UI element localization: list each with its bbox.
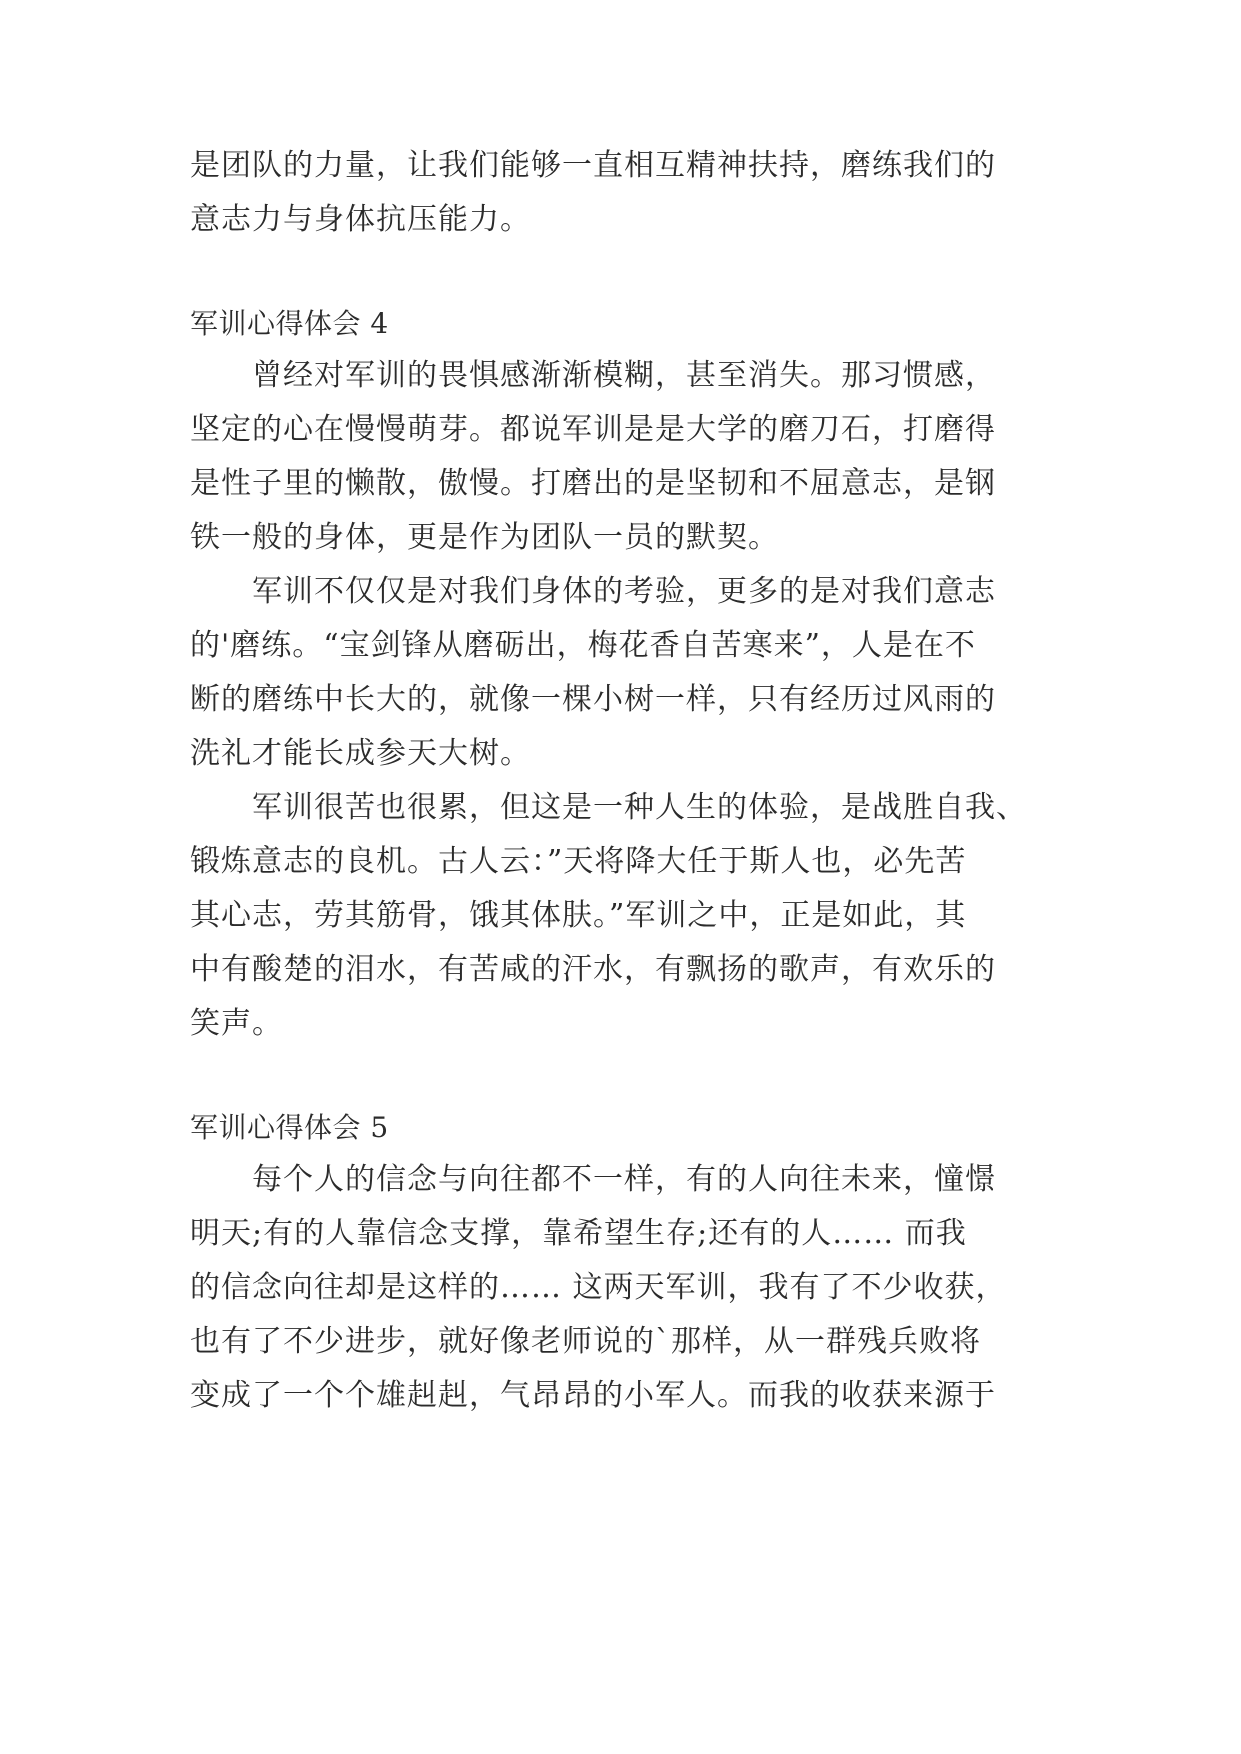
section-4-p3-line-3: 其心志，劳其筋骨，饿其体肤。”军训之中，正是如此，其 xyxy=(190,898,967,933)
section-5-p1-line-1: 每个人的信念与向往都不一样，有的人向往未来，憧憬 xyxy=(190,1162,996,1197)
section-4-p3-line-1: 军训很苦也很累，但这是一种人生的体验，是战胜自我、 xyxy=(190,790,1027,825)
section-5-p1-line-2: 明天;有的人靠信念支撑，靠希望生存;还有的人…… 而我 xyxy=(190,1216,967,1251)
section-4-p3-line-4: 中有酸楚的泪水，有苦咸的汗水，有飘扬的歌声，有欢乐的 xyxy=(190,952,996,987)
section-4-heading: 军训心得体会 4 xyxy=(190,307,389,340)
section-4-p1-line-1: 曾经对军训的畏惧感渐渐模糊，甚至消失。那习惯感， xyxy=(190,358,996,393)
section-4-p2-line-2: 的'磨练。“宝剑锋从磨砺出，梅花香自苦寒来”，人是在不 xyxy=(190,628,976,663)
section-4-p2-line-4: 洗礼才能长成参天大树。 xyxy=(190,736,531,771)
section-4-p2-line-1: 军训不仅仅是对我们身体的考验，更多的是对我们意志 xyxy=(190,574,996,609)
intro-line-2: 意志力与身体抗压能力。 xyxy=(190,202,531,237)
section-5-p1-line-4: 也有了不少进步，就好像老师说的`那样，从一群残兵败将 xyxy=(190,1324,981,1359)
section-4-p1-line-3: 是性子里的懒散，傲慢。打磨出的是坚韧和不屈意志，是钢 xyxy=(190,466,996,501)
section-4-p3-line-5: 笑声。 xyxy=(190,1006,283,1041)
section-5-heading: 军训心得体会 5 xyxy=(190,1111,389,1144)
section-5-p1-line-3: 的信念向往却是这样的…… 这两天军训，我有了不少收获， xyxy=(190,1270,1007,1305)
section-4-p3-line-2: 锻炼意志的良机。古人云：”天将降大任于斯人也，必先苦 xyxy=(190,844,967,879)
intro-line-1: 是团队的力量，让我们能够一直相互精神扶持，磨练我们的 xyxy=(190,148,996,183)
section-4-p1-line-4: 铁一般的身体，更是作为团队一员的默契。 xyxy=(190,520,779,555)
section-4-p1-line-2: 坚定的心在慢慢萌芽。都说军训是是大学的磨刀石，打磨得 xyxy=(190,412,996,447)
section-4-p2-line-3: 断的磨练中长大的，就像一棵小树一样，只有经历过风雨的 xyxy=(190,682,996,717)
section-5-p1-line-5: 变成了一个个雄赳赳，气昂昂的小军人。而我的收获来源于 xyxy=(190,1378,996,1413)
